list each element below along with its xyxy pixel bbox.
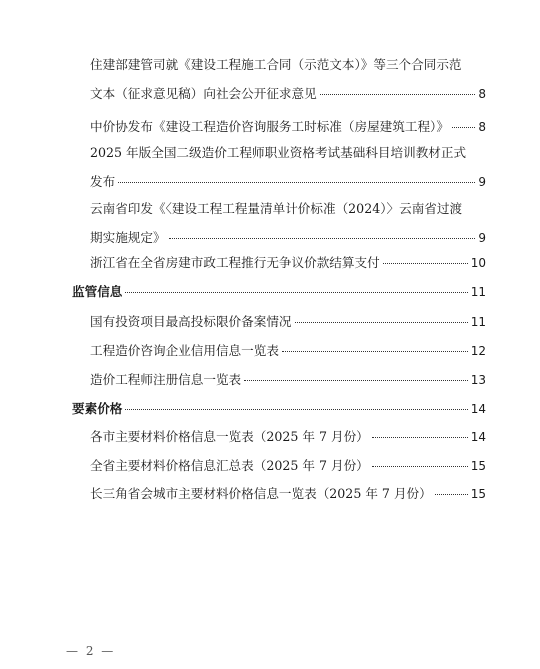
toc-entry[interactable]	[90, 200, 486, 247]
toc-page-number: 8	[478, 87, 486, 101]
toc-entry-text: 云南省印发《〈建设工程工程量清单计价标准（2024）〉云南省过渡	[90, 201, 463, 216]
toc-section-heading[interactable]	[72, 400, 486, 418]
toc-entry[interactable]	[90, 56, 486, 103]
toc-entry-text: 要素价格	[72, 401, 123, 416]
toc-entry[interactable]	[90, 254, 486, 272]
toc-page-number: 8	[478, 120, 486, 134]
dot-leader	[452, 127, 475, 128]
toc-page-number: 15	[470, 459, 486, 473]
dot-leader	[320, 94, 476, 95]
toc-entry[interactable]	[90, 457, 486, 475]
toc-entry[interactable]	[90, 313, 486, 331]
toc-entry[interactable]	[90, 428, 486, 446]
toc-entry-text: 造价工程师注册信息一览表	[90, 372, 242, 387]
toc-entry-text: 国有投资项目最高投标限价备案情况	[90, 314, 292, 329]
toc-section-heading[interactable]	[72, 283, 486, 301]
dot-leader	[383, 263, 468, 264]
dot-leader	[295, 322, 468, 323]
dot-leader	[169, 238, 476, 239]
toc-page-number: 11	[470, 285, 486, 299]
dot-leader	[244, 380, 468, 381]
toc-entry-text: 2025 年版全国二级造价工程师职业资格考试基础科目培训教材正式	[90, 145, 467, 160]
page-number: — 2 —	[66, 644, 116, 658]
dot-leader	[125, 292, 467, 293]
toc-entry-text: 住建部建管司就《建设工程施工合同（示范文本）》等三个合同示范	[90, 57, 462, 72]
toc-entry-text: 各市主要材料价格信息一览表（2025 年 7 月份）	[90, 429, 369, 444]
toc-page-number: 10	[470, 256, 486, 270]
toc-entry-text: 中价协发布《建设工程造价咨询服务工时标准（房屋建筑工程）》	[90, 119, 449, 134]
toc-entry[interactable]	[90, 342, 486, 360]
dot-leader	[372, 437, 468, 438]
dot-leader	[118, 182, 475, 183]
toc-entry[interactable]	[90, 485, 486, 503]
toc-page-number: 9	[478, 175, 486, 189]
toc-entry-text: 工程造价咨询企业信用信息一览表	[90, 343, 279, 358]
toc-page-number: 14	[470, 402, 486, 416]
toc-page-number: 12	[470, 344, 486, 358]
toc-entry-text: 浙江省在全省房建市政工程推行无争议价款结算支付	[90, 255, 380, 270]
toc-entry-text: 期实施规定》	[90, 230, 166, 245]
toc-entry[interactable]	[90, 144, 486, 191]
toc-entry-text: 长三角省会城市主要材料价格信息一览表（2025 年 7 月份）	[90, 486, 432, 501]
toc-entry-text: 发布	[90, 174, 116, 189]
toc-entry[interactable]	[90, 371, 486, 389]
toc-entry-text: 文本（征求意见稿）向社会公开征求意见	[90, 86, 317, 101]
dot-leader	[125, 409, 467, 410]
toc-entry-text: 监管信息	[72, 284, 123, 299]
toc-page-number: 14	[470, 430, 486, 444]
toc-entry[interactable]	[90, 118, 486, 136]
toc-page-number: 11	[470, 315, 486, 329]
dot-leader	[372, 466, 468, 467]
toc-page-number: 13	[470, 373, 486, 387]
toc-page-number: 9	[478, 231, 486, 245]
toc-page-number: 15	[470, 487, 486, 501]
dot-leader	[282, 351, 468, 352]
toc-entry-text: 全省主要材料价格信息汇总表（2025 年 7 月份）	[90, 458, 369, 473]
dot-leader	[435, 494, 468, 495]
